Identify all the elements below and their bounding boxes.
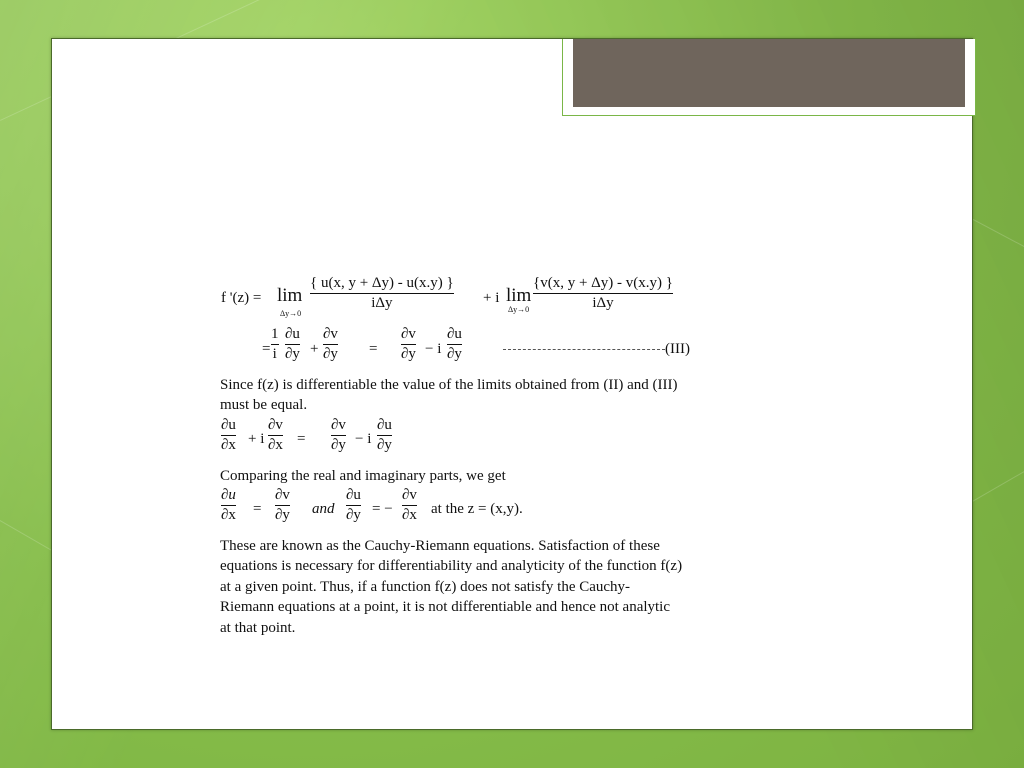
fraction-bar bbox=[323, 344, 338, 345]
fraction-bar bbox=[447, 344, 462, 345]
fraction-v-diff bbox=[533, 275, 673, 312]
fraction-denominator: ∂x bbox=[268, 437, 283, 453]
fraction-denominator: ∂y bbox=[275, 507, 290, 523]
paragraph-line: at that point. bbox=[220, 620, 296, 636]
paragraph-line: Since f(z) is differentiable the value of the limits obtained from (II) and (III) bbox=[220, 377, 678, 393]
title-bar bbox=[573, 39, 965, 107]
fraction-dv-dx bbox=[402, 487, 417, 524]
at-point-text: at the z = (x,y). bbox=[431, 501, 523, 517]
comparison-text: Comparing the real and imaginary parts, we get bbox=[220, 468, 506, 484]
plus-i: + i bbox=[483, 290, 500, 306]
fraction-numerator: ∂v bbox=[401, 326, 416, 342]
equals-sign: = bbox=[253, 501, 262, 517]
equation-label-III: (III) bbox=[665, 341, 690, 357]
fraction-numerator: ∂u bbox=[221, 487, 236, 503]
fraction-bar bbox=[402, 505, 417, 506]
eq-lhs: f '(z) = bbox=[221, 290, 262, 306]
fraction-numerator: {v(x, y + Δy) - v(x.y) } bbox=[533, 275, 673, 291]
minus-i: − i bbox=[425, 341, 442, 357]
fraction-bar bbox=[533, 293, 673, 294]
fraction-numerator: 1 bbox=[271, 326, 279, 342]
fraction-du-dy bbox=[285, 326, 300, 363]
fraction-bar bbox=[271, 344, 279, 345]
fraction-denominator: ∂y bbox=[401, 346, 416, 362]
equals-sign-2: = bbox=[369, 341, 378, 357]
plus-i: + i bbox=[248, 431, 265, 447]
paragraph-line: Riemann equations at a point, it is not differentiable and hence not analytic bbox=[220, 599, 671, 615]
fraction-du-dx-italic bbox=[221, 487, 236, 524]
fraction-numerator: ∂u bbox=[346, 487, 361, 503]
fraction-numerator: ∂v bbox=[331, 417, 346, 433]
minus-i: − i bbox=[355, 431, 372, 447]
fraction-numerator: ∂u bbox=[285, 326, 300, 342]
fraction-bar bbox=[346, 505, 361, 506]
fraction-bar bbox=[221, 435, 236, 436]
fraction-numerator: { u(x, y + Δy) - u(x.y) } bbox=[310, 275, 454, 291]
lim-operator-2: lim bbox=[506, 285, 532, 306]
fraction-du-dx bbox=[221, 417, 236, 454]
fraction-denominator: ∂y bbox=[285, 346, 300, 362]
lim-operator: lim bbox=[277, 285, 303, 306]
lim-subscript: Δy→0 bbox=[280, 309, 302, 318]
leader-dots bbox=[503, 349, 665, 350]
paragraph-line: equations is necessary for differentiability and analyticity of the function f(z) bbox=[220, 558, 683, 574]
fraction-numerator: ∂v bbox=[323, 326, 338, 342]
fraction-denominator: ∂y bbox=[377, 437, 392, 453]
fraction-denominator: ∂x bbox=[221, 437, 236, 453]
fraction-bar bbox=[268, 435, 283, 436]
fraction-numerator: ∂u bbox=[447, 326, 462, 342]
fraction-bar bbox=[377, 435, 392, 436]
fraction-du-dy bbox=[346, 487, 361, 524]
fraction-du-dy bbox=[377, 417, 392, 454]
fraction-numerator: ∂v bbox=[275, 487, 290, 503]
fraction-denominator: ∂x bbox=[402, 507, 417, 523]
fraction-bar bbox=[275, 505, 290, 506]
paragraph-line: These are known as the Cauchy-Riemann equations. Satisfaction of these bbox=[220, 538, 660, 554]
title-placeholder bbox=[562, 39, 976, 116]
fraction-denominator: ∂y bbox=[331, 437, 346, 453]
fraction-denominator: ∂y bbox=[447, 346, 462, 362]
and-word: and bbox=[312, 501, 335, 517]
fraction-denominator: i bbox=[272, 346, 277, 362]
fraction-denominator: iΔy bbox=[371, 295, 393, 311]
fraction-numerator: ∂u bbox=[221, 417, 236, 433]
fraction-denominator: iΔy bbox=[592, 295, 614, 311]
paragraph-line: must be equal. bbox=[220, 397, 308, 413]
fraction-bar bbox=[401, 344, 416, 345]
fraction-denominator: ∂x bbox=[221, 507, 236, 523]
fraction-bar bbox=[331, 435, 346, 436]
fraction-dv-dx bbox=[268, 417, 283, 454]
fraction-numerator: ∂u bbox=[377, 417, 392, 433]
equals-minus: = − bbox=[372, 501, 393, 517]
fraction-bar bbox=[310, 293, 454, 294]
paragraph-line: at a given point. Thus, if a function f(z) does not satisfy the Cauchy- bbox=[220, 579, 631, 595]
fraction-bar bbox=[221, 505, 236, 506]
fraction-denominator: ∂y bbox=[323, 346, 338, 362]
fraction-dv-dy bbox=[323, 326, 338, 363]
fraction-numerator: ∂v bbox=[268, 417, 283, 433]
lim-subscript-2: Δy→0 bbox=[508, 305, 530, 314]
fraction-dv-dy bbox=[275, 487, 290, 524]
fraction-dv-dy-2 bbox=[401, 326, 416, 363]
equals-sign: = bbox=[297, 431, 306, 447]
fraction-du-dy-2 bbox=[447, 326, 462, 363]
fraction-dv-dy bbox=[331, 417, 346, 454]
equals-sign: = bbox=[262, 341, 271, 357]
fraction-denominator: ∂y bbox=[346, 507, 361, 523]
plus-sign: + bbox=[310, 341, 319, 357]
fraction-u-diff bbox=[310, 275, 454, 312]
fraction-1-over-i bbox=[271, 326, 279, 363]
fraction-bar bbox=[285, 344, 300, 345]
fraction-numerator: ∂v bbox=[402, 487, 417, 503]
